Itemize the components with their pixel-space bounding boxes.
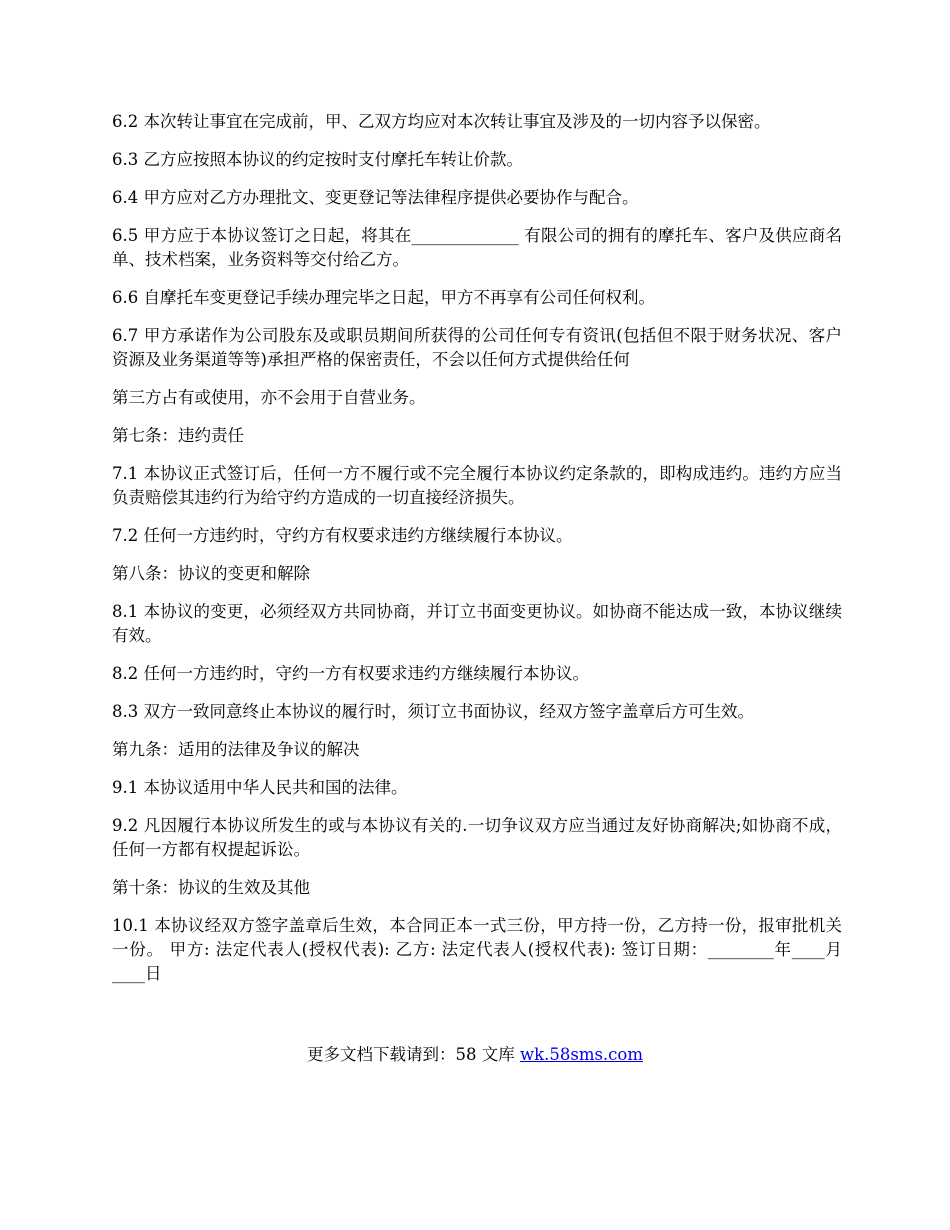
footer-text: 更多文档下载请到：58 文库	[306, 1045, 520, 1064]
download-footer	[0, 1043, 950, 1067]
section-heading-7: 第七条：违约责任	[112, 426, 244, 445]
clause-6-6: 6.6 自摩托车变更登记手续办理完毕之日起，甲方不再享有公司任何权利。	[112, 288, 655, 307]
clause-9-2: 9.2 凡因履行本协议所发生的或与本协议有关的.一切争议双方应当通过友好协商解决;如协商不成，任何一方都有权提起诉讼。	[112, 816, 842, 859]
section-heading-10: 第十条：协议的生效及其他	[112, 878, 310, 897]
clause-6-4: 6.4 甲方应对乙方办理批文、变更登记等法律程序提供必要协作与配合。	[112, 188, 639, 207]
clause-8-3: 8.3 双方一致同意终止本协议的履行时，须订立书面协议，经双方签字盖章后方可生效。	[112, 702, 754, 721]
clause-7-2: 7.2 任何一方违约时，守约方有权要求违约方继续履行本协议。	[112, 526, 573, 545]
clause-6-7-continued: 第三方占有或使用，亦不会用于自营业务。	[112, 388, 426, 407]
clause-8-2: 8.2 任何一方违约时，守约一方有权要求违约方继续履行本协议。	[112, 664, 589, 683]
footer-link[interactable]: wk.58sms.com	[519, 1045, 643, 1064]
clause-7-1: 7.1 本协议正式签订后，任何一方不履行或不完全履行本协议约定条款的，即构成违约。违约方应当负责赔偿其违约行为给守约方造成的一切直接经济损失。	[112, 464, 842, 507]
clause-8-1: 8.1 本协议的变更，必须经双方共同协商，并订立书面变更协议。如协商不能达成一致，本协议继续有效。	[112, 602, 842, 645]
clause-9-1: 9.1 本协议适用中华人民共和国的法律。	[112, 778, 408, 797]
clause-6-3: 6.3 乙方应按照本协议的约定按时支付摩托车转让价款。	[112, 150, 523, 169]
document-body	[112, 110, 842, 1000]
section-heading-8: 第八条：协议的变更和解除	[112, 564, 310, 583]
section-heading-9: 第九条：适用的法律及争议的解决	[112, 740, 360, 759]
clause-6-5: 6.5 甲方应于本协议签订之日起，将其在_____________ 有限公司的拥有的摩托车、客户及供应商名单、技术档案，业务资料等交付给乙方。	[112, 226, 842, 269]
clause-10-1: 10.1 本协议经双方签字盖章后生效，本合同正本一式三份，甲方持一份，乙方持一份，报审批机关一份。 甲方: 法定代表人(授权代表): 乙方: 法定代表人(授权代表): 签订日期：________年____月____日	[112, 916, 842, 983]
clause-6-7: 6.7 甲方承诺作为公司股东及或职员期间所获得的公司任何专有资讯(包括但不限于财务状况、客户资源及业务渠道等等)承担严格的保密责任，不会以任何方式提供给任何	[112, 326, 842, 369]
clause-6-2: 6.2 本次转让事宜在完成前，甲、乙双方均应对本次转让事宜及涉及的一切内容予以保密。	[112, 112, 771, 131]
